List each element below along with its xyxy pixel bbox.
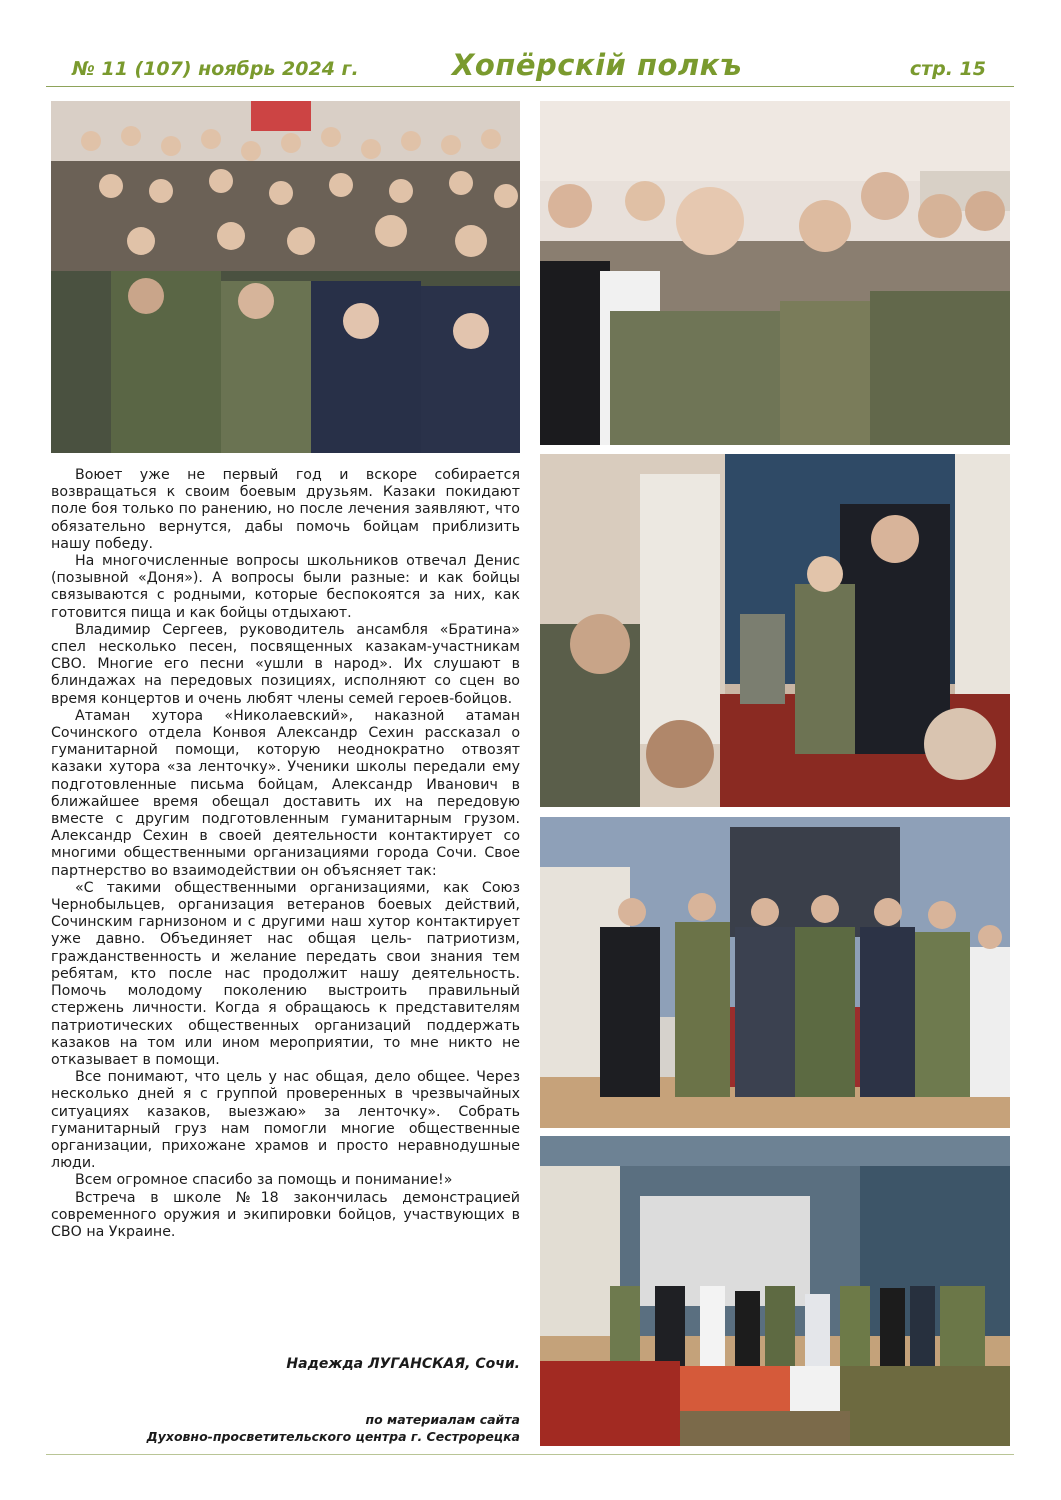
photo-stage-display (540, 1136, 1010, 1446)
article-paragraph: Воюет уже не первый год и вскоре собирается возвращаться к своим боевым друзьям. Казаки покидают поле боя только по ранению, но после лечения заявляют, что обязательно вернутся, дабы помочь бойцам приблизить нашу победу. (51, 467, 520, 552)
photo-audience-veterans (51, 101, 520, 453)
article-paragraph: Атаман хутора «Николаевский», наказной атаман Сочинского отдела Конвоя Александр Сехин рассказал о гуманитарной помощи, которую неоднократно отвозят казаки хутора «за ленточку». Ученики школы передали ему подготовленные письма бойцам, Александр Иванович в ближайшее время обещал доставить их на передовую вместе с другим подготовленным гуманитарным грузом. Александр Сехин в своей деятельности контактирует со многими общественными организациями города Сочи. Свое партнерство во взаимодействии он объясняет так: (51, 707, 520, 879)
issue-number: № 11 (107) ноябрь 2024 г. (72, 58, 359, 80)
article-paragraph: «С такими общественными организациями, как Союз Чернобыльцев, организация ветеранов боевых действий, Сочинским гарнизоном и с другими наш хутор контактирует уже давно. Объединяет нас общая цель- патриотизм, гражданственность и желание передать свои знания тем ребятам, кто после нас продолжит нашу деятельность. Помочь молодому поколению выстроить правильный стержень личности. Когда я обращаюсь к представителям патриотических общественных организаций поддержать казаков на том или ином мероприятии, то мне никто не отказывает в помощи. (51, 879, 520, 1068)
newspaper-title: Хопёрскій полкъ (452, 48, 743, 82)
article-paragraph: Владимир Сергеев, руководитель ансамбля «Братина» спел несколько песен, посвященных казакам-участникам СВО. Многие его песни «ушли в народ». Их слушают в блиндажах на передовых позициях, исполняют со сцен во время концертов и очень любят члены семей героев-бойцов. (51, 621, 520, 707)
photo-officer-speaking (540, 454, 1010, 807)
source-line-2: Духовно-просветительского центра г. Сестрорецка (146, 1429, 520, 1444)
page-header (46, 48, 1014, 87)
photo-group-veterans (540, 817, 1010, 1128)
article-body (51, 467, 520, 1241)
photo-cadets-formation (540, 101, 1010, 445)
article-author: Надежда ЛУГАНСКАЯ, Сочи. (286, 1356, 520, 1372)
source-line-1: по материалам сайта (365, 1412, 520, 1427)
article-paragraph: Все понимают, что цель у нас общая, дело общее. Через несколько дней я с группой проверенных в чрезвычайных ситуациях казаков, выезжаю» за ленточку». Собрать гуманитарный груз нам помогли многие общественные организации, прихожане храмов и просто неравнодушные люди. (51, 1069, 520, 1172)
article-paragraph: Всем огромное спасибо за помощь и понимание!» (75, 1172, 453, 1189)
article-source (51, 1411, 520, 1445)
article-paragraph: На многочисленные вопросы школьников отвечал Денис (позывной «Доня»). А вопросы были разные: и как бойцы связываются с родными, которые беспокоятся за них, как готовится пища и как бойцы отдыхают. (51, 553, 520, 621)
footer-divider (46, 1454, 1014, 1455)
article-paragraph: Встреча в школе №18 закончилась демонстрацией современного оружия и экипировки бойцов, участвующих в СВО на Украине. (51, 1189, 520, 1240)
page-number: стр. 15 (909, 58, 986, 80)
